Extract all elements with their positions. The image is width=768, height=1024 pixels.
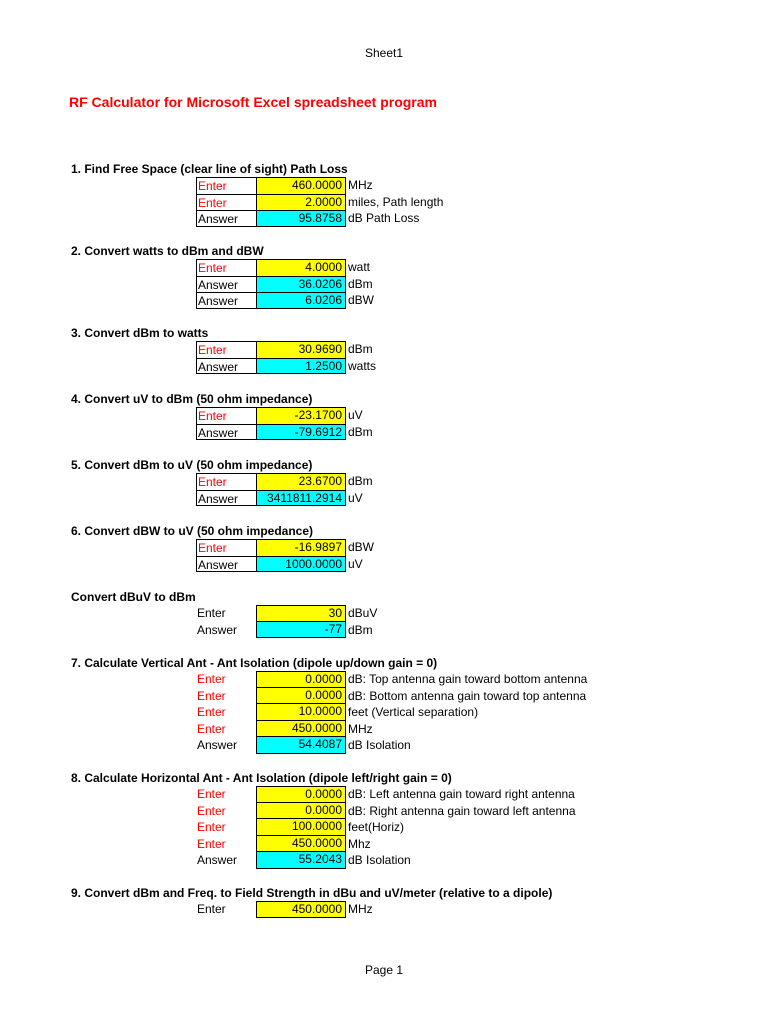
row-unit: MHz [348,721,373,736]
calc-table [70,259,374,309]
frequency-input[interactable]: 450.0000 [256,901,346,918]
row-unit: dB Isolation [348,853,411,867]
frequency-input[interactable]: 450.0000 [256,721,346,738]
row-unit: uV [348,408,363,422]
uv-answer[interactable]: 3411811.2914 [256,490,346,507]
section-path-loss [70,161,443,227]
row-label: Enter [196,341,256,358]
row-unit: watt [348,260,371,274]
section-dbuv-to-dbm [70,589,377,638]
row-label: Enter [197,902,226,916]
row-label: Answer [196,292,256,309]
horizontal-separation-input[interactable]: 100.0000 [256,819,346,836]
row-unit: miles, Path length [348,194,444,209]
table-row [70,539,374,556]
row-label: Answer [196,556,256,573]
row-label: Answer [197,622,238,637]
row-label: Answer [196,424,256,441]
table-row [70,341,376,358]
row-unit: dB: Left antenna gain toward right antenna [348,787,575,801]
table-row [70,622,377,639]
table-row [70,292,374,309]
bottom-gain-input[interactable]: 0.0000 [256,688,346,705]
calc-table [70,786,576,869]
row-unit: dB: Top antenna gain toward bottom antenna [348,672,588,686]
row-unit: dB Isolation [348,738,411,752]
calc-table [70,341,376,374]
dbm-answer[interactable]: -77 [256,622,346,639]
row-unit: feet (Vertical separation) [348,705,479,719]
row-label: Enter [196,194,256,211]
section-uv-to-dbm [70,391,373,440]
row-unit: uV [348,556,363,571]
row-label: Answer [197,738,238,752]
watts-input[interactable]: 4.0000 [256,259,346,276]
frequency-input[interactable]: 450.0000 [256,836,346,853]
row-label: Answer [196,490,256,507]
section-title: 5. Convert dBm to uV (50 ohm impedance) [71,458,313,472]
section-dbw-to-uv [70,523,374,572]
section-dbm-to-uv [70,457,373,506]
row-unit: dBm [348,474,373,488]
row-label: Enter [197,705,226,719]
section-title: Convert dBuV to dBm [71,590,196,604]
table-row [70,819,576,836]
calc-table [70,605,377,638]
row-unit: dBW [348,540,375,554]
calc-table [70,473,373,506]
table-row [70,836,576,853]
dbm-input[interactable]: 30.9690 [256,341,346,358]
left-gain-input[interactable]: 0.0000 [256,786,346,803]
dbm-answer[interactable]: 36.0206 [256,276,346,293]
section-title: 6. Convert dBW to uV (50 ohm impedance) [71,524,314,538]
table-row [70,194,443,211]
row-label: Enter [196,259,256,276]
calc-table [70,671,587,754]
row-label: Answer [197,853,238,867]
table-row [70,490,373,507]
right-gain-input[interactable]: 0.0000 [256,803,346,820]
section-title: 4. Convert uV to dBm (50 ohm impedance) [71,392,313,406]
row-unit: watts [348,358,377,373]
section-dbm-to-watts [70,325,376,374]
dbw-input[interactable]: -16.9897 [256,539,346,556]
section-title: 1. Find Free Space (clear line of sight) Path Loss [71,162,348,176]
dbw-answer[interactable]: 6.0206 [256,292,346,309]
section-title: 2. Convert watts to dBm and dBW [71,244,264,258]
row-label: Enter [197,688,226,703]
table-row [70,259,374,276]
isolation-answer[interactable]: 55.2043 [256,852,346,869]
section-title: 3. Convert dBm to watts [71,326,209,340]
table-row [70,688,587,705]
row-label: Answer [196,358,256,375]
row-unit: dBuV [348,606,378,620]
row-unit: dB Path Loss [348,211,420,225]
row-unit: dBm [348,342,373,356]
table-row [70,358,376,375]
table-row [70,786,576,803]
table-row [70,671,587,688]
row-unit: feet(Horiz) [348,820,405,834]
page-title: RF Calculator for Microsoft Excel spreadsheet program [69,94,437,110]
dbuv-input[interactable]: 30 [256,605,346,622]
table-row [70,556,374,573]
row-unit: uV [348,490,363,505]
table-row [70,407,373,424]
table-row [70,276,374,293]
table-row [70,901,552,918]
row-unit: dB: Bottom antenna gain toward top antenna [348,688,587,703]
row-label: Enter [197,721,226,736]
table-row [70,704,587,721]
row-label: Answer [196,276,256,293]
section-vertical-isolation [70,655,587,754]
section-horizontal-isolation [70,770,576,869]
uv-input[interactable]: -23.1700 [256,407,346,424]
row-label: Enter [197,787,226,801]
path-loss-answer[interactable]: 95.8758 [256,210,346,227]
row-label: Enter [196,473,256,490]
row-unit: MHz [348,902,373,916]
row-label: Enter [196,539,256,556]
table-row [70,852,576,869]
table-row [70,605,377,622]
row-label: Enter [197,672,226,686]
top-gain-input[interactable]: 0.0000 [256,671,346,688]
table-row [70,177,443,194]
table-row [70,803,576,820]
calc-table [70,407,373,440]
uv-answer[interactable]: 1000.0000 [256,556,346,573]
calc-table [70,901,552,918]
section-title: 7. Calculate Vertical Ant - Ant Isolation (dipole up/down gain = 0) [71,656,438,670]
watts-answer[interactable]: 1.2500 [256,358,346,375]
frequency-input[interactable]: 460.0000 [256,177,346,194]
calc-table [70,539,374,572]
row-label: Enter [197,803,226,818]
table-row [70,424,373,441]
row-label: Enter [197,820,226,834]
row-unit: Mhz [348,836,371,851]
table-row [70,473,373,490]
calc-table [70,177,443,227]
table-row [70,737,587,754]
dbm-answer[interactable]: -79.6912 [256,424,346,441]
vertical-separation-input[interactable]: 10.0000 [256,704,346,721]
path-length-input[interactable]: 2.0000 [256,194,346,211]
row-unit: dB: Right antenna gain toward left antenna [348,803,576,818]
row-label: Enter [196,177,256,194]
page-footer: Page 1 [364,963,404,977]
section-title: 9. Convert dBm and Freq. to Field Strength in dBu and uV/meter (relative to a dipole) [71,886,553,900]
row-label: Answer [196,210,256,227]
isolation-answer[interactable]: 54.4087 [256,737,346,754]
page-header: Sheet1 [364,46,404,60]
row-label: Enter [197,836,226,851]
section-field-strength [70,885,552,918]
table-row [70,210,443,227]
section-title: 8. Calculate Horizontal Ant - Ant Isolation (dipole left/right gain = 0) [71,771,452,785]
row-unit: dBm [348,622,373,637]
row-unit: dBW [348,293,375,307]
row-label: Enter [196,407,256,424]
row-unit: MHz [348,178,373,192]
section-watts-to-dbm [70,243,374,309]
row-label: Enter [197,606,226,620]
dbm-input[interactable]: 23.6700 [256,473,346,490]
table-row [70,721,587,738]
row-unit: dBm [348,424,373,439]
row-unit: dBm [348,276,373,291]
